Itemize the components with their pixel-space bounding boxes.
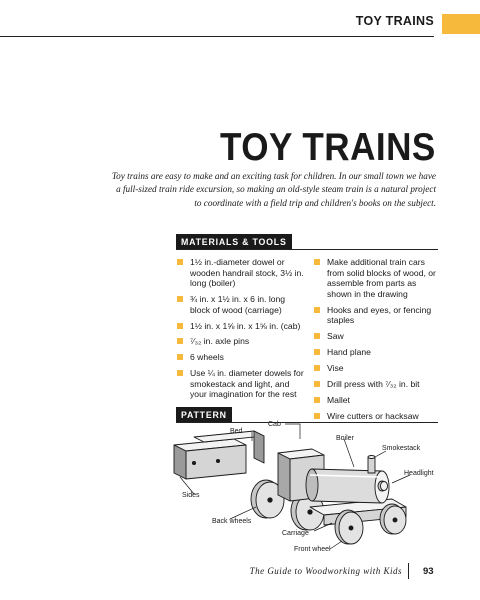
callout-boiler: Boiler [336,435,354,442]
materials-list-left [177,257,305,405]
list-item: 1½ in. x 1⅝ in. x 1⅝ in. (cab) [177,321,305,332]
list-item: Wire cutters or hacksaw [314,411,438,422]
intro-paragraph: Toy trains are easy to make and an exciting task for children. In our small town we have a full-sized train ride excursion, so making an old-style steam train is a natural project to coordinate with a field trip and children's books on the subject. [111,171,436,208]
materials-rule [176,249,438,250]
bed-sides [174,431,264,479]
list-item: Drill press with ⁷⁄₃₂ in. bit [314,379,438,390]
callout-sides: Sides [182,492,200,499]
bullet-icon [177,354,183,360]
footer-separator [408,563,409,579]
pattern-heading: PATTERN [176,407,232,423]
callout-bed: Bed [230,428,243,435]
list-item: ¾ in. x 1½ in. x 6 in. long block of wood (carriage) [177,294,305,315]
callout-headlight: Headlight [404,470,434,477]
list-item: ⁷⁄₃₂ in. axle pins [177,336,305,347]
header-accent-tab [442,14,480,34]
footer-book-title: The Guide to Woodworking with Kids [249,566,402,576]
list-item: Vise [314,363,438,374]
list-item: Make additional train cars from solid blocks of wood, or assemble from parts as shown in the drawing [314,257,438,299]
bullet-icon [177,323,183,329]
smokestack [368,456,375,474]
bullet-icon [314,333,320,339]
page-number: 93 [423,566,434,577]
page-title: TOY TRAINS [220,126,436,169]
bullet-icon [314,307,320,313]
list-item: Saw [314,331,438,342]
bullet-icon [177,259,183,265]
bullet-icon [314,259,320,265]
list-item: Hand plane [314,347,438,358]
bullet-icon [177,296,183,302]
materials-list-right [314,257,438,427]
bullet-icon [177,338,183,344]
callout-cab: Cab [268,421,281,428]
toy-train-diagram [160,415,450,565]
callout-carriage: Carriage [282,530,309,537]
list-item: 6 wheels [177,352,305,363]
materials-heading: MATERIALS & TOOLS [176,234,292,250]
callout-front-wheel: Front wheel [294,546,331,553]
bullet-icon [314,381,320,387]
list-item: Use ¼ in. diameter dowels for smokestack and light, and your imagination for the rest [177,368,305,400]
callout-back-wheels: Back wheels [212,518,252,525]
headlight [378,481,388,491]
running-header-title: TOY TRAINS [355,14,434,28]
bullet-icon [314,397,320,403]
list-item: Mallet [314,395,438,406]
bullet-icon [314,349,320,355]
callout-smokestack: Smokestack [382,445,421,452]
boiler [306,469,389,503]
header-rule [0,36,434,37]
bullet-icon [314,365,320,371]
list-item: Hooks and eyes, or fencing staples [314,305,438,326]
list-item: 1½ in.-diameter dowel or wooden handrail stock, 3½ in. long (boiler) [177,257,305,289]
bullet-icon [177,370,183,376]
